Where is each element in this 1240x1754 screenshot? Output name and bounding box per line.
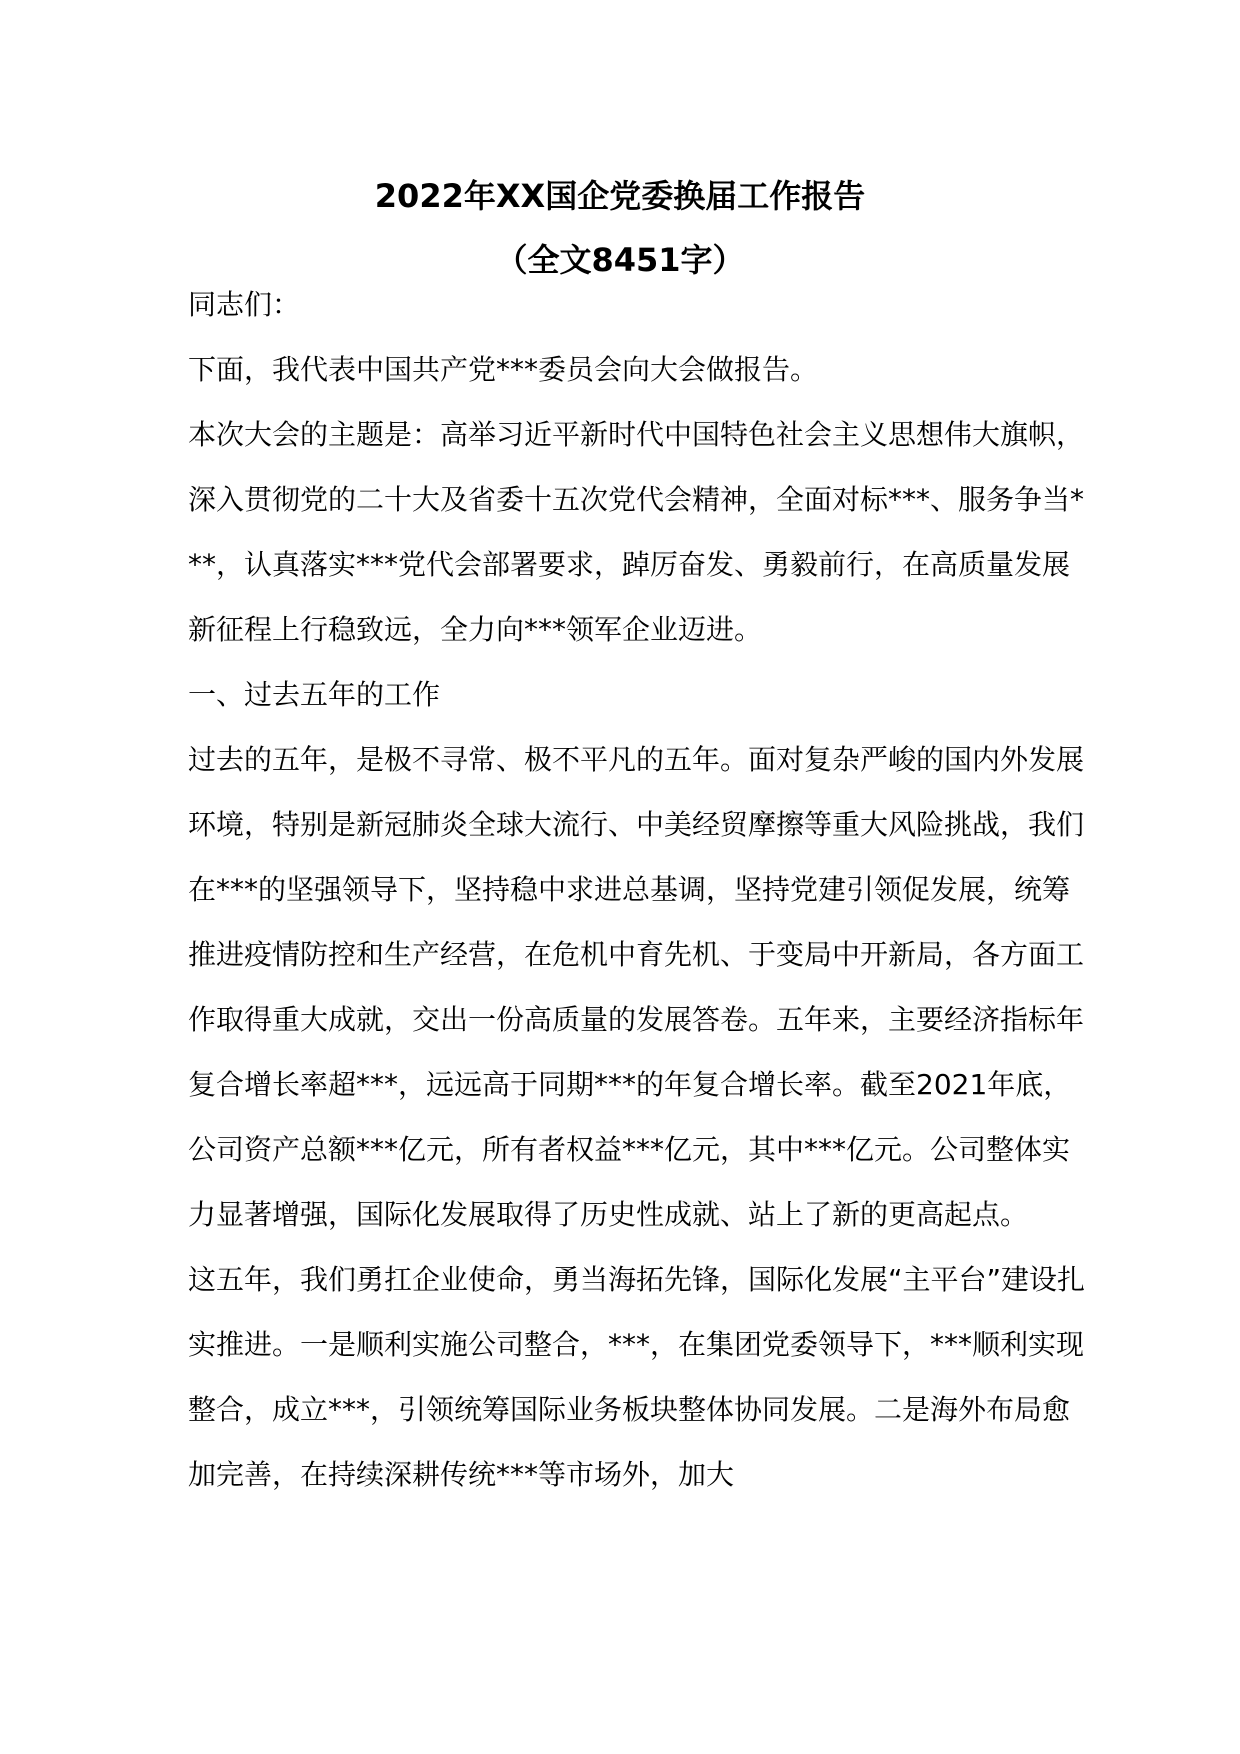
document-body [188,272,1088,1507]
achievements-paragraph: 这五年，我们勇扛企业使命，勇当海拓先锋，国际化发展“主平台”建设扎实推进。一是顺利实施公司整合，***，在集团党委领导下，***顺利实现整合，成立***，引领统筹国际业务板块整体协同发展。二是海外布局愈加完善，在持续深耕传统***等市场外，加大 [188,1263,1086,1491]
document-subtitle: （全文8451字） [495,241,745,279]
opening-paragraph: 下面，我代表中国共产党***委员会向大会做报告。 [188,353,819,386]
document-title: 2022年XX国企党委换届工作报告 [374,177,866,215]
theme-paragraph: 本次大会的主题是：高举习近平新时代中国特色社会主义思想伟大旗帜，深入贯彻党的二十大及省委十五次党代会精神，全面对标***、服务争当***，认真落实***党代会部署要求，踔厉奋发、勇毅前行，在高质量发展新征程上行稳致远，全力向***领军企业迈进。 [188,418,1085,646]
review-paragraph: 过去的五年，是极不寻常、极不平凡的五年。面对复杂严峻的国内外发展环境，特别是新冠肺炎全球大流行、中美经贸摩擦等重大风险挑战，我们在***的坚强领导下，坚持稳中求进总基调，坚持党建引领促发展，统筹推进疫情防控和生产经营，在危机中育先机、于变局中开新局，各方面工作取得重大成就，交出一份高质量的发展答卷。五年来，主要经济指标年复合增长率超***，远远高于同期***的年复合增长率。截至2021年底，公司资产总额***亿元，所有者权益***亿元，其中***亿元。公司整体实力显著增强，国际化发展取得了历史性成就、站上了新的更高起点。 [188,743,1085,1231]
salutation: 同志们： [188,288,301,321]
section-heading: 一、过去五年的工作 [188,678,441,711]
